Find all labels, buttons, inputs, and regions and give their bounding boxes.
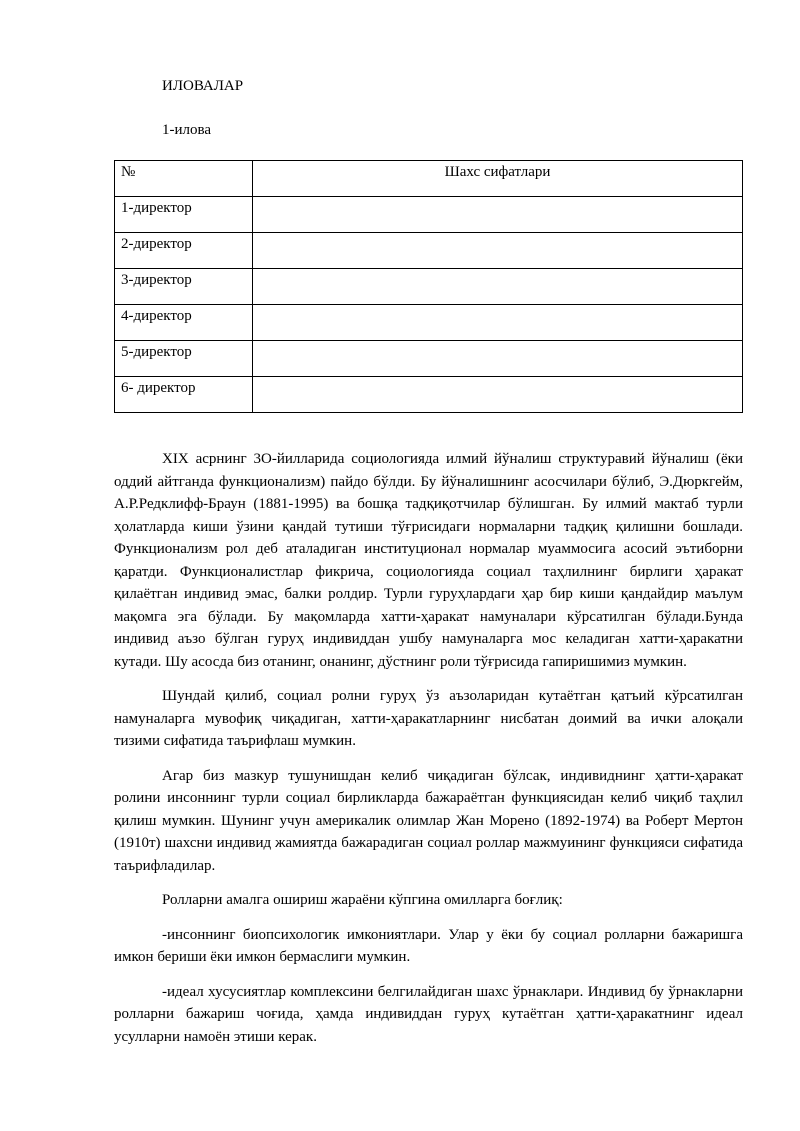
table-row <box>115 269 743 305</box>
table-row <box>115 233 743 269</box>
director-label-cell: 2-директор <box>115 233 253 269</box>
qualities-cell <box>253 197 743 233</box>
table-row <box>115 341 743 377</box>
header-number-cell: № <box>115 161 253 197</box>
appendices-title: ИЛОВАЛАР <box>162 78 244 94</box>
director-label-cell: 4-директор <box>115 305 253 341</box>
body-text <box>114 448 743 1060</box>
paragraph-social-role-definition: Шундай қилиб, социал ролни гуруҳ ўз аъзоларидан кутаётган қатъий кўрсатилган намуналарга мувофиқ чиқадиган, хатти-ҳаракатларнинг нисбатан доимий ва ички алоқали тизими сифатида таърифлаш мумкин. <box>114 688 743 749</box>
appendix-number: 1-илова <box>162 122 212 138</box>
table-header-row <box>115 161 743 197</box>
table-row <box>115 197 743 233</box>
paragraph-factor-biopsychological: -инсоннинг биопсихологик имкониятлари. Улар у ёки бу социал ролларни бажаришга имкон бериши ёки имкон бермаслиги мумкин. <box>114 926 743 965</box>
paragraph-factor-ideal-models: -идеал хусусиятлар комплексини белгилайдиган шахс ўрнаклари. Индивид бу ўрнакларни ролларни бажариш чоғида, ҳамда индивиддан гуруҳ кутаётган ҳатти-ҳаракатнинг идеал усулларни намоён этиши керак. <box>114 983 743 1045</box>
qualities-cell <box>253 233 743 269</box>
director-label-cell: 1-директор <box>115 197 253 233</box>
director-label-cell: 6- директор <box>115 377 253 413</box>
paragraph-role-factors: Ролларни амалга ошириш жараёни кўпгина омилларга боғлиқ: <box>162 892 563 908</box>
qualities-cell <box>253 269 743 305</box>
director-qualities-table <box>114 160 743 413</box>
table-row <box>115 305 743 341</box>
qualities-cell <box>253 377 743 413</box>
paragraph-functionalism: XIX асрнинг 3О-йилларида социологияда илмий йўналиш структуравий йўналиш (ёки оддий айтганда функционализм) пайдо бўлди. Бу йўналишнинг асосчилари бўлиб, Э.Дюркгейм, А.Р.Редклифф-Браун (1881-1995) ва бошқа тадқиқотчилар бўлишган. Бу илмий мактаб турли ҳолатларда киши ўзини қандай тутиши тўғрисидаги нормаларни тадқиқ қилишни бошлади. Функционализм рол деб аталадиган институционал нормалар муаммосига асосий эътиборни қаратди. Функционалистлар фикрича, социологияда социал таҳлилнинг бирлиги ҳаракат қилаётган индивид эмас, балки ролдир. Турли гуруҳлардаги ҳар бир киши қандайдир маълум мақомга эга бўлади. Бу мақомларда хатти-ҳаракат намуналари кўрсатилган бўлади.Бунда индивид аъзо бўлган гуруҳ индивиддан ушбу намуналарга мос келадиган хатти-ҳаракатни кутади. Шу асосда биз отанинг, онанинг, дўстнинг роли тўғрисида гапиришимиз мумкин. <box>114 451 743 670</box>
table-row <box>115 377 743 413</box>
director-label-cell: 5-директор <box>115 341 253 377</box>
paragraph-role-analysis: Агар биз мазкур тушунишдан келиб чиқадиган бўлсак, индивиднинг ҳатти-ҳаракат ролини инсоннинг турли социал бирликларда бажараётган функциясидан келиб чиқиб таҳлил қилиш мумкин. Шунинг учун америкалик олимлар Жан Морено (1892-1974) ва Роберт Мертон (1910т) шахсни индивид жамиятда бажарадиган социал роллар мажмуининг функцияси сифатида таърифладилар. <box>114 767 743 874</box>
director-label-cell: 3-директор <box>115 269 253 305</box>
qualities-cell <box>253 341 743 377</box>
qualities-cell <box>253 305 743 341</box>
header-qualities-cell: Шахс сифатлари <box>253 161 743 197</box>
